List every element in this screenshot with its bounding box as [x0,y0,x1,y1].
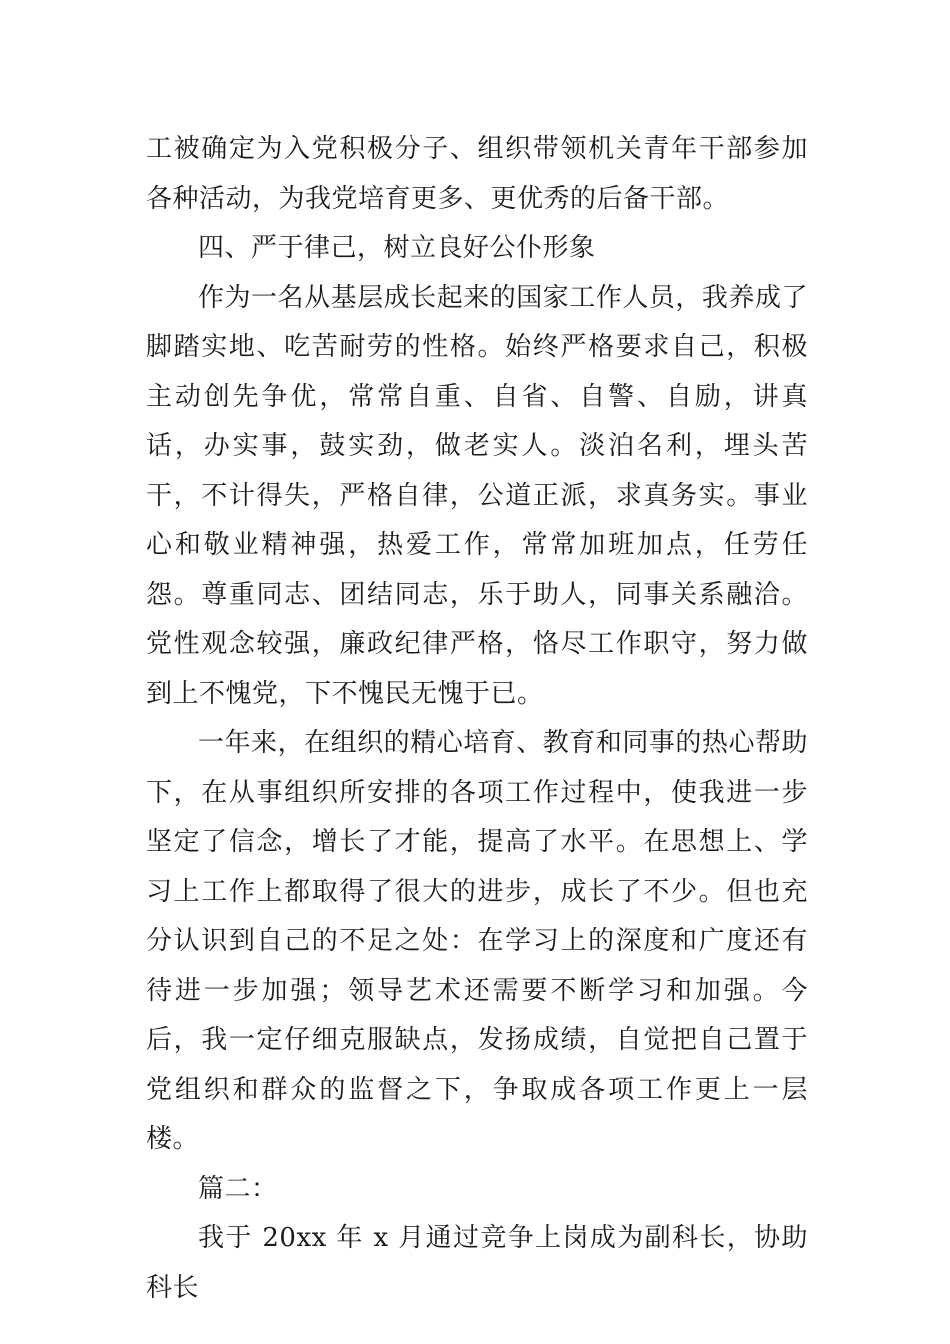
document-body [146,125,808,1313]
paragraph-part-two-start: 我于 20xx 年 x 月通过竞争上岗成为副科长，协助科长 [146,1223,808,1303]
paragraph-self-discipline: 作为一名从基层成长起来的国家工作人员，我养成了脚踏实地、吃苦耐劳的性格。始终严格要求自己，积极主动创先争优，常常自重、自省、自警、自励，讲真话，办实事，鼓实劲，做老实人。淡泊名利，埋头苦干，不计得失，严格自律，公道正派，求真务实。事业心和敬业精神强，热爱工作，常常加班加点，任劳任怨。尊重同志、团结同志，乐于助人，同事关系融洽。党性观念较强，廉政纪律严格，恪尽工作职守，努力做到上不愧党，下不愧民无愧于已。 [146,282,808,709]
paragraph-year-summary: 一年来，在组织的精心培育、教育和同事的热心帮助下，在从事组织所安排的各项工作过程中，使我进一步坚定了信念，增长了才能，提高了水平。在思想上、学习上工作上都取得了很大的进步，成长了不少。但也充分认识到自己的不足之处：在学习上的深度和广度还有待进一步加强；领导艺术还需要不断学习和加强。今后，我一定仔细克服缺点，发扬成绩，自觉把自己置于党组织和群众的监督之下，争取成各项工作更上一层楼。 [146,728,808,1154]
paragraph-continuation: 工被确定为入党积极分子、组织带领机关青年干部参加各种活动，为我党培育更多、更优秀的后备干部。 [146,134,808,214]
section-heading-four: 四、严于律己，树立良好公仆形象 [198,233,596,263]
section-heading-part-two: 篇二： [198,1173,278,1204]
